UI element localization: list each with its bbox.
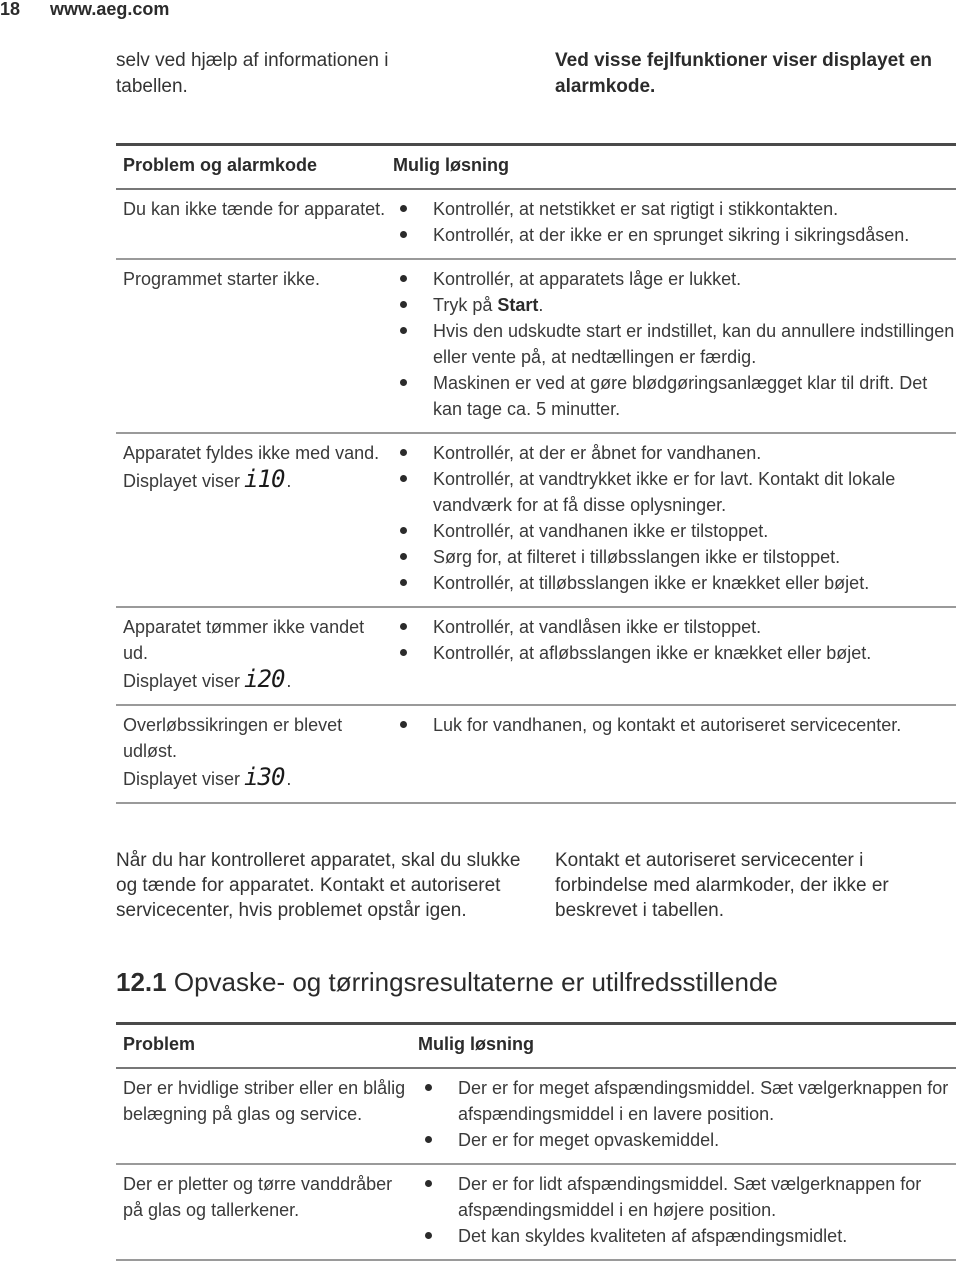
- bullet-icon: [425, 1232, 432, 1239]
- problem-cell: Apparatet fyldes ikke med vand. Displayet viser i10 .: [116, 433, 386, 607]
- solution-cell: [386, 705, 956, 803]
- restart-note: Når du har kontrolleret apparatet, skal du slukke og tænde for apparatet. Kontakt et autoriseret servicecenter, hvis problemet opstår igen.: [116, 850, 521, 921]
- bullet-icon: [400, 275, 407, 282]
- table-row: [116, 259, 956, 433]
- bullet-icon: [400, 301, 407, 308]
- problem-cell: Du kan ikke tænde for apparatet.: [116, 189, 386, 259]
- problem-cell: Programmet starter ikke.: [116, 259, 386, 433]
- section-heading: [116, 965, 778, 999]
- solution-cell: [386, 259, 956, 433]
- list-item: Der er for lidt afspændingsmiddel. Sæt vælgerknappen for afspændingsmiddel i en højere position.: [418, 1171, 956, 1223]
- bullet-icon: [425, 1180, 432, 1187]
- problem-cell: Der er pletter og tørre vanddråber på glas og tallerkener.: [116, 1164, 411, 1260]
- bullet-icon: [400, 721, 407, 728]
- bullet-icon: [400, 623, 407, 630]
- alarm-code-display: i20: [244, 665, 285, 693]
- bullet-icon: [400, 527, 407, 534]
- alarm-code-table: [116, 143, 956, 804]
- bullet-icon: [400, 205, 407, 212]
- bullet-icon: [400, 579, 407, 586]
- list-item: Der er for meget opvaskemiddel.: [418, 1127, 956, 1153]
- column-header-solution: Mulig løsning: [411, 1024, 956, 1069]
- bullet-icon: [425, 1136, 432, 1143]
- bullet-icon: [400, 231, 407, 238]
- table-row: [116, 705, 956, 803]
- list-item: Kontrollér, at netstikket er sat rigtigt i stikkontakten.: [393, 196, 956, 222]
- list-item: Kontrollér, at der er åbnet for vandhanen.: [393, 440, 956, 466]
- table-row: [116, 1164, 956, 1260]
- bullet-icon: [425, 1084, 432, 1091]
- page-number: 18: [0, 0, 21, 19]
- solution-cell: [386, 607, 956, 705]
- list-item: Kontrollér, at vandlåsen ikke er tilstoppet.: [393, 614, 956, 640]
- solution-cell: [411, 1164, 956, 1260]
- list-item: Luk for vandhanen, og kontakt et autoriseret servicecenter.: [393, 712, 956, 738]
- solution-cell: [386, 189, 956, 259]
- table-row: [116, 1068, 956, 1164]
- problem-cell: Apparatet tømmer ikke vandet ud. Displayet viser i20 .: [116, 607, 386, 705]
- problem-cell: Der er hvidlige striber eller en blålig belægning på glas og service.: [116, 1068, 411, 1164]
- list-item: Tryk på Start.: [393, 292, 956, 318]
- results-table: [116, 1022, 956, 1261]
- column-header-solution: Mulig løsning: [386, 145, 956, 190]
- problem-cell: Overløbssikringen er blevet udløst. Displayet viser i30 .: [116, 705, 386, 803]
- bullet-icon: [400, 379, 407, 386]
- table-row: [116, 189, 956, 259]
- bullet-icon: [400, 475, 407, 482]
- solution-cell: [386, 433, 956, 607]
- bullet-icon: [400, 449, 407, 456]
- bullet-icon: [400, 553, 407, 560]
- list-item: Kontrollér, at vandtrykket ikke er for lavt. Kontakt dit lokale vandværk for at få disse oplysninger.: [393, 466, 956, 518]
- bullet-icon: [400, 327, 407, 334]
- list-item: Sørg for, at filteret i tilløbsslangen ikke er tilstoppet.: [393, 544, 956, 570]
- service-note: Kontakt et autoriseret servicecenter i forbindelse med alarmkoder, der ikke er beskrevet i tabellen.: [555, 850, 889, 921]
- list-item: Det kan skyldes kvaliteten af afspændingsmidlet.: [418, 1223, 956, 1249]
- intro-note: Ved visse fejlfunktioner viser displayet en alarmkode.: [555, 50, 932, 97]
- start-button-label: Start: [497, 295, 539, 315]
- alarm-code-display: i10: [244, 465, 285, 493]
- list-item: Kontrollér, at der ikke er en sprunget sikring i sikringsdåsen.: [393, 222, 956, 248]
- list-item: Der er for meget afspændingsmiddel. Sæt vælgerknappen for afspændingsmiddel i en lavere position.: [418, 1075, 956, 1127]
- column-header-problem: Problem og alarmkode: [116, 145, 386, 190]
- list-item: Kontrollér, at apparatets låge er lukket.: [393, 266, 956, 292]
- table-row: [116, 607, 956, 705]
- section-title: Opvaske- og tørringsresultaterne er utilfredsstillende: [173, 967, 778, 997]
- list-item: Kontrollér, at vandhanen ikke er tilstoppet.: [393, 518, 956, 544]
- list-item: Maskinen er ved at gøre blødgøringsanlægget klar til drift. Det kan tage ca. 5 minutter.: [393, 370, 956, 422]
- list-item: Hvis den udskudte start er indstillet, kan du annullere indstillingen eller vente på, at nedtællingen er færdig.: [393, 318, 956, 370]
- solution-cell: [411, 1068, 956, 1164]
- website-link[interactable]: www.aeg.com: [50, 0, 170, 19]
- list-item: Kontrollér, at tilløbsslangen ikke er knækket eller bøjet.: [393, 570, 956, 596]
- column-header-problem: Problem: [116, 1024, 411, 1069]
- alarm-code-display: i30: [244, 763, 285, 791]
- table-row: [116, 433, 956, 607]
- section-number: 12.1: [116, 967, 167, 997]
- bullet-icon: [400, 649, 407, 656]
- intro-text: selv ved hjælp af informationen i tabellen.: [116, 50, 389, 97]
- list-item: Kontrollér, at afløbsslangen ikke er knækket eller bøjet.: [393, 640, 956, 666]
